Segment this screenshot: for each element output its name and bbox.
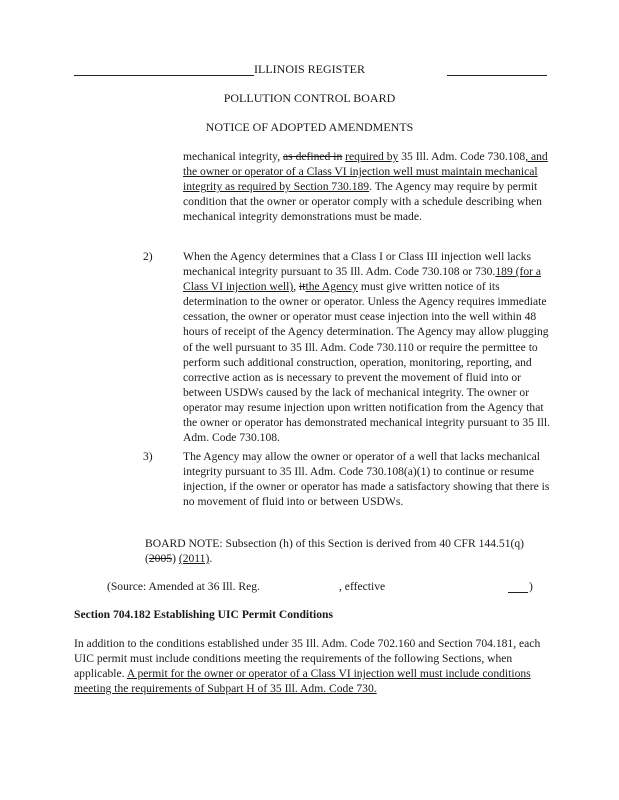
deleted-text: 2005	[148, 552, 173, 566]
deleted-text: it	[299, 280, 306, 294]
inserted-text: the Agency	[305, 280, 358, 294]
inserted-text: (2011)	[178, 552, 210, 566]
board-title: POLLUTION CONTROL BOARD	[223, 91, 396, 105]
inserted-text: , and the owner or operator of a Class VI injection well must maintain mechanical integrity as required by Section 730.189	[183, 150, 548, 194]
source-blank	[508, 592, 528, 593]
section-heading: Section 704.182 Establishing UIC Permit Conditions	[74, 608, 333, 621]
register-title: ILLINOIS REGISTER	[254, 62, 365, 76]
inserted-text: 189 (for a Class VI injection well)	[183, 265, 542, 294]
source-line-left: (Source: Amended at 36 Ill. Reg.	[107, 580, 260, 593]
source-line-effective: , effective	[339, 580, 386, 593]
item-2-paragraph: When the Agency determines that a Class I or Class III injection well lacks mechanical integrity pursuant to 35 Ill. Adm. Code 730.108 or 730.189 (for a Class VI injection well), itthe Agency must give written notice of its determination to the owner or operator. Unless the Agency requires immediate cessation, the owner or operator must cease injection into the well within 48 hours of receipt of the Agency determination. The Agency may allow plugging of the well pursuant to 35 Ill. Adm. Code 730.110 or require the permittee to perform such additional construction, operation, monitoring, reporting, and corrective action as is necessary to prevent the movement of fluid into or between USDWs caused by the lack of mechanical integrity. The owner or operator may resume injection upon written notification from the Agency that the owner or operator has demonstrated mechanical integrity pursuant to 35 Ill. Adm. Code 730.108.	[183, 250, 551, 445]
inserted-text: required by	[345, 150, 399, 163]
item-3-number: 3)	[143, 450, 153, 463]
item-2-number: 2)	[143, 250, 153, 263]
continuation-paragraph: mechanical integrity, as defined in required by 35 Ill. Adm. Code 730.108, and the owner or operator of a Class VI injection well must maintain mechanical integrity as required by Section 730.189. The Agency may require by permit condition that the owner or operator comply with a schedule describing when mechanical integrity demonstrations must be made.	[183, 150, 548, 224]
header-rule-right	[447, 75, 547, 76]
board-note: BOARD NOTE: Subsection (h) of this Section is derived from 40 CFR 144.51(q) (2005) (2011).	[145, 537, 525, 566]
deleted-text: as defined in	[283, 150, 343, 163]
notice-title: NOTICE OF ADOPTED AMENDMENTS	[205, 120, 414, 134]
item-3-paragraph: The Agency may allow the owner or operator of a well that lacks mechanical integrity pursuant to 35 Ill. Adm. Code 730.108(a)(1) to continue or resume injection, if the owner or operator has made a satisfactory showing that there is no movement of fluid into or between USDWs.	[183, 450, 550, 509]
inserted-text: A permit for the owner or operator of a Class VI injection well must include conditions meeting the requirements of Subpart H of 35 Ill. Adm. Code 730.	[74, 667, 531, 696]
section-paragraph: In addition to the conditions established under 35 Ill. Adm. Code 702.160 and Section 704.181, each UIC permit must include conditions meeting the requirements of the following Sections, when applicable. A permit for the owner or operator of a Class VI injection well must include conditions meeting the requirements of Subpart H of 35 Ill. Adm. Code 730.	[74, 637, 541, 696]
source-line-close: )	[529, 580, 533, 593]
